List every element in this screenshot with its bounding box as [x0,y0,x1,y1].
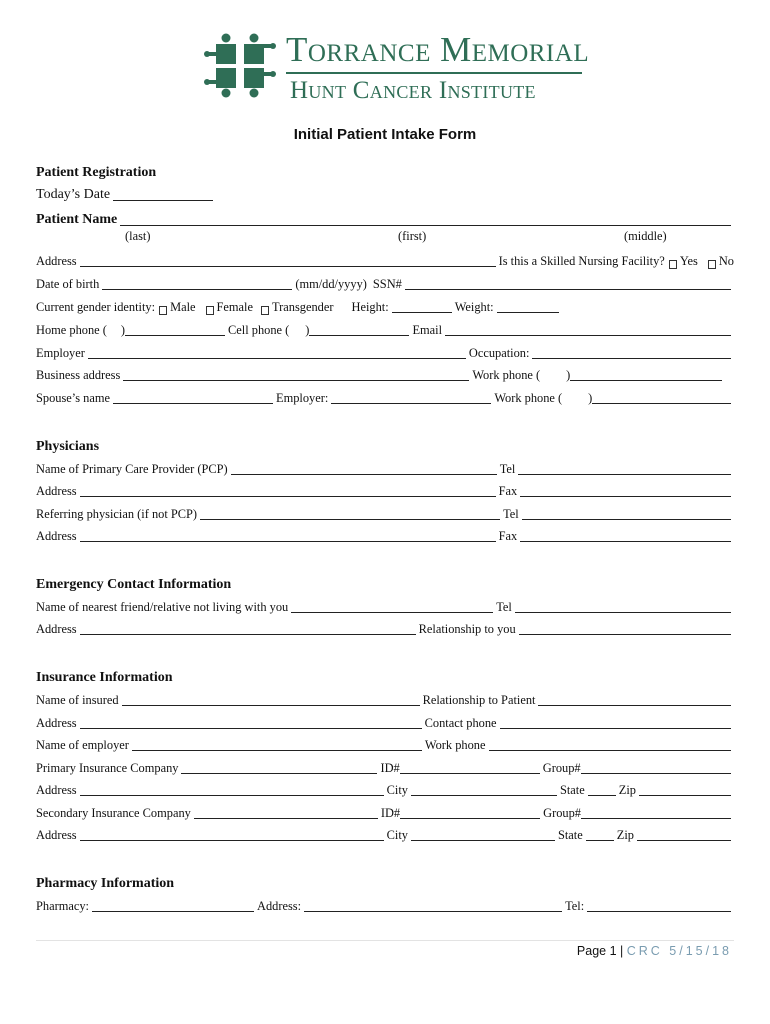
home-phone-paren: ) [120,323,126,337]
secondary-group-label: Group# [543,806,581,820]
org-name: Torrance Memorial [286,30,590,69]
pharmacy-tel-label: Tel: [565,899,585,913]
spouse-work-phone-paren: ) [588,391,593,405]
home-phone-label: Home phone ( [36,323,107,337]
referring-address-field[interactable] [80,531,496,542]
insured-employer-field[interactable] [132,740,422,751]
snf-yes-checkbox[interactable] [669,260,677,269]
gender-male-label: Male [170,300,196,314]
last-name-hint: (last) [125,229,151,243]
secondary-insurance-label: Secondary Insurance Company [36,806,191,820]
patient-name-field[interactable] [120,215,731,226]
relationship-field[interactable] [519,624,731,635]
insured-work-phone-label: Work phone [424,738,486,752]
spouse-employer-field[interactable] [331,393,491,404]
secondary-zip-field[interactable] [637,830,731,841]
snf-no-label: No [718,254,734,268]
pharmacy-label: Pharmacy: [36,899,89,913]
snf-no-checkbox[interactable] [708,260,716,269]
insured-employer-label: Name of employer [36,738,129,752]
ssn-field[interactable] [405,279,731,290]
insured-relationship-label: Relationship to Patient [422,693,536,707]
primary-id-label: ID# [380,761,400,775]
pcp-address-label: Address [36,484,77,498]
footer-divider [36,940,734,941]
referring-tel-label: Tel [503,507,519,521]
referring-address-label: Address [36,529,77,543]
business-address-field[interactable] [123,370,469,381]
first-name-hint: (first) [398,229,427,243]
secondary-state-label: State [557,828,583,842]
insured-work-phone-field[interactable] [489,740,731,751]
insured-name-label: Name of insured [36,693,119,707]
middle-name-hint: (middle) [624,229,667,243]
primary-state-field[interactable] [588,785,616,796]
relationship-label: Relationship to you [418,622,516,636]
pcp-tel-field[interactable] [518,464,731,475]
emergency-tel-label: Tel [496,600,512,614]
contact-phone-field[interactable] [500,718,731,729]
snf-question: Is this a Skilled Nursing Facility? [498,254,665,268]
pcp-label: Name of Primary Care Provider (PCP) [36,462,228,476]
primary-address-field[interactable] [80,785,384,796]
secondary-city-field[interactable] [411,830,555,841]
weight-label: Weight: [454,300,494,314]
primary-id-field[interactable] [400,763,540,774]
gender-male-checkbox[interactable] [159,306,167,315]
employer-field[interactable] [88,348,466,359]
email-label: Email [412,323,443,337]
primary-group-label: Group# [542,761,581,775]
secondary-address-field[interactable] [80,830,384,841]
dob-format-hint: (mm/dd/yyyy) [295,277,367,291]
secondary-city-label: City [386,828,408,842]
occupation-label: Occupation: [468,346,530,360]
people-square-logo-icon [204,30,276,100]
primary-city-field[interactable] [411,785,557,796]
nearest-relative-field[interactable] [291,602,493,613]
insured-address-label: Address [36,716,77,730]
insured-relationship-field[interactable] [538,695,731,706]
referring-label: Referring physician (if not PCP) [36,507,198,521]
referring-tel-field[interactable] [522,509,731,520]
primary-insurance-field[interactable] [181,763,377,774]
todays-date-field[interactable] [113,190,213,201]
section-insurance: Insurance Information [36,670,173,685]
dob-label: Date of birth [36,277,100,291]
page-footer [577,944,732,958]
logo-divider [286,72,582,74]
work-phone-paren: ) [566,368,571,382]
gender-transgender-label: Transgender [272,300,334,314]
dob-field[interactable] [102,279,292,290]
referring-field[interactable] [200,509,500,520]
section-pharmacy: Pharmacy Information [36,876,175,891]
cell-phone-field[interactable] [309,325,409,336]
emergency-address-field[interactable] [80,624,416,635]
pharmacy-address-label: Address: [257,899,302,913]
todays-date-label: Today’s Date [36,187,111,202]
gender-transgender-checkbox[interactable] [261,306,269,315]
ssn-label: SSN# [372,277,402,291]
pharmacy-field[interactable] [92,901,254,912]
business-address-label: Business address [36,368,121,382]
insured-address-field[interactable] [80,718,422,729]
institute-name: Hunt Cancer Institute [290,77,536,104]
gender-label: Current gender identity: [36,300,156,314]
primary-insurance-label: Primary Insurance Company [36,761,179,775]
form-title: Initial Patient Intake Form [293,126,477,143]
primary-address-label: Address [36,783,77,797]
height-label: Height: [351,300,389,314]
referring-fax-label: Fax [498,529,518,543]
section-physicians: Physicians [36,439,100,454]
work-phone-label: Work phone ( [472,368,541,382]
patient-name-label: Patient Name [36,212,118,227]
pharmacy-tel-field[interactable] [587,901,731,912]
occupation-field[interactable] [532,348,731,359]
logo [204,30,590,104]
primary-state-label: State [559,783,585,797]
home-phone-field[interactable] [125,325,225,336]
secondary-insurance-field[interactable] [194,808,378,819]
pcp-tel-label: Tel [499,462,516,476]
primary-zip-label: Zip [618,783,636,797]
pcp-field[interactable] [231,464,497,475]
spouse-work-phone-label: Work phone ( [494,391,563,405]
spouse-name-field[interactable] [113,393,273,404]
spouse-employer-label: Employer: [276,391,329,405]
nearest-relative-label: Name of nearest friend/relative not living with you [36,600,289,614]
pharmacy-address-field[interactable] [304,901,562,912]
spouse-work-phone-field[interactable] [592,393,731,404]
cell-phone-label: Cell phone ( [228,323,290,337]
gender-female-checkbox[interactable] [206,306,214,315]
primary-group-field[interactable] [581,763,731,774]
secondary-id-field[interactable] [400,808,540,819]
snf-yes-label: Yes [679,254,698,268]
primary-city-label: City [386,783,408,797]
primary-zip-field[interactable] [639,785,731,796]
work-phone-field[interactable] [570,370,722,381]
pcp-fax-field[interactable] [520,486,731,497]
email-field[interactable] [445,325,731,336]
spouse-name-label: Spouse’s name [36,391,110,405]
height-field[interactable] [392,302,452,313]
cell-phone-paren: ) [305,323,310,337]
emergency-tel-field[interactable] [515,602,731,613]
secondary-id-label: ID# [380,806,401,820]
page-number: Page 1 | [576,944,624,958]
emergency-address-label: Address [36,622,77,636]
weight-field[interactable] [497,302,559,313]
address-label: Address [36,254,77,268]
secondary-state-field[interactable] [586,830,614,841]
contact-phone-label: Contact phone [424,716,497,730]
address-field[interactable] [80,256,496,267]
employer-label: Employer [36,346,85,360]
pcp-fax-label: Fax [498,484,518,498]
secondary-zip-label: Zip [616,828,634,842]
form-revision-code: CRC 5/15/18 [626,944,732,958]
gender-female-label: Female [216,300,254,314]
insured-name-field[interactable] [122,695,420,706]
secondary-address-label: Address [36,828,77,842]
referring-fax-field[interactable] [520,531,731,542]
pcp-address-field[interactable] [80,486,496,497]
section-patient-registration: Patient Registration [36,165,157,180]
secondary-group-field[interactable] [581,808,731,819]
section-emergency-contact: Emergency Contact Information [36,577,232,592]
